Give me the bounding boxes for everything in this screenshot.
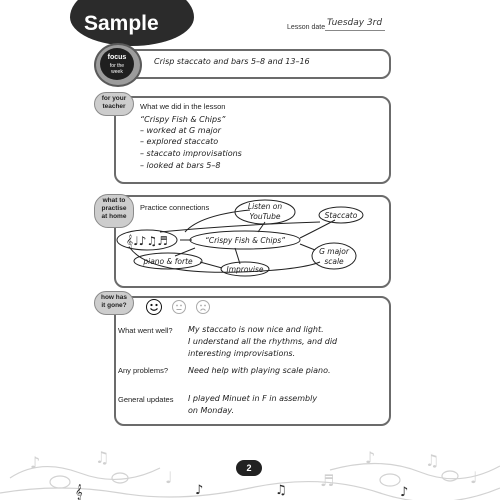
lesson-note-line: – explored staccato	[140, 137, 219, 146]
gone-pill-line2: it gone?	[101, 302, 127, 309]
music-note-icon: ♬	[320, 471, 335, 490]
node-youtube-line2: YouTube	[249, 212, 281, 221]
lesson-note-line: – looked at bars 5–8	[140, 161, 221, 170]
music-note-icon: ♩	[165, 468, 173, 487]
practise-pill-line3: at home	[101, 213, 127, 220]
music-note-icon: ♫	[425, 451, 440, 470]
node-youtube-line1: Listen on	[247, 202, 283, 211]
connector-line	[160, 222, 320, 232]
node-improvise: Improvise	[226, 265, 264, 274]
focus-text: Crisp staccato and bars 5–8 and 13–16	[154, 57, 310, 66]
how-has-it-gone-box	[114, 296, 391, 426]
problems-label: Any problems?	[118, 366, 169, 375]
lesson-note-line: “Crispy Fish & Chips”	[140, 115, 226, 124]
focus-badge-word: focus	[107, 54, 127, 61]
focus-badge-sub2: week	[111, 69, 123, 75]
connector-line	[235, 248, 240, 264]
teacher-pill-line2: teacher	[102, 103, 126, 110]
node-pianoforte: piano & forte	[143, 257, 193, 266]
music-note-icon: ♪	[400, 485, 409, 500]
music-note-icon: ♫	[275, 483, 287, 498]
focus-badge-sub1: for the	[109, 63, 125, 69]
music-note-icon: ♩	[470, 468, 478, 487]
connector-line	[300, 244, 315, 250]
music-note-icon: ♪	[30, 453, 41, 472]
node-gmajor-line1: G major	[319, 247, 349, 256]
node-center: “Crispy Fish & Chips”	[204, 236, 286, 245]
page-number: 2	[236, 460, 262, 476]
practise-pill-line2: practise	[101, 205, 127, 212]
lesson-note-line: – worked at G major	[140, 126, 221, 135]
music-note-icon: ♪	[365, 448, 376, 467]
how-has-it-gone-pill	[94, 291, 134, 315]
page-title: Sample	[84, 12, 159, 35]
practise-pill-line1: what to	[102, 197, 126, 204]
practice-connections-heading: Practice connections	[140, 203, 210, 212]
neutral-face-icon[interactable]	[172, 300, 186, 314]
general-updates-label: General updates	[118, 395, 174, 404]
lesson-date-label: Lesson date	[287, 24, 326, 31]
general-updates-line: on Monday.	[188, 406, 235, 415]
happy-face-icon[interactable]	[146, 299, 162, 315]
lesson-note-line: – staccato improvisations	[140, 149, 242, 158]
went-well-line: interesting improvisations.	[188, 349, 296, 358]
problems-text: Need help with playing scale piano.	[188, 366, 331, 375]
treble-clef-icon: 𝄞	[75, 485, 83, 500]
connector-line	[200, 262, 222, 268]
sad-face-icon[interactable]	[196, 300, 210, 314]
went-well-line: My staccato is now nice and light.	[188, 325, 324, 334]
lesson-date-value: Tuesday 3rd	[327, 18, 383, 28]
went-well-label: What went well?	[118, 326, 173, 335]
music-note-icon: ♫	[95, 448, 110, 467]
teacher-heading: What we did in the lesson	[140, 102, 226, 111]
node-staccato: Staccato	[324, 211, 358, 220]
went-well-line: I understand all the rhythms, and did	[188, 337, 338, 346]
music-note-icon: ♪	[195, 483, 204, 498]
teacher-pill-line1: for your	[101, 95, 127, 102]
node-rhythm: 𝄞♩♪♫♬	[126, 234, 168, 248]
gone-pill-line1: how has	[100, 294, 127, 301]
general-updates-line: I played Minuet in F in assembly	[188, 394, 318, 403]
node-gmajor-line2: scale	[324, 257, 344, 266]
connector-line	[175, 248, 195, 256]
